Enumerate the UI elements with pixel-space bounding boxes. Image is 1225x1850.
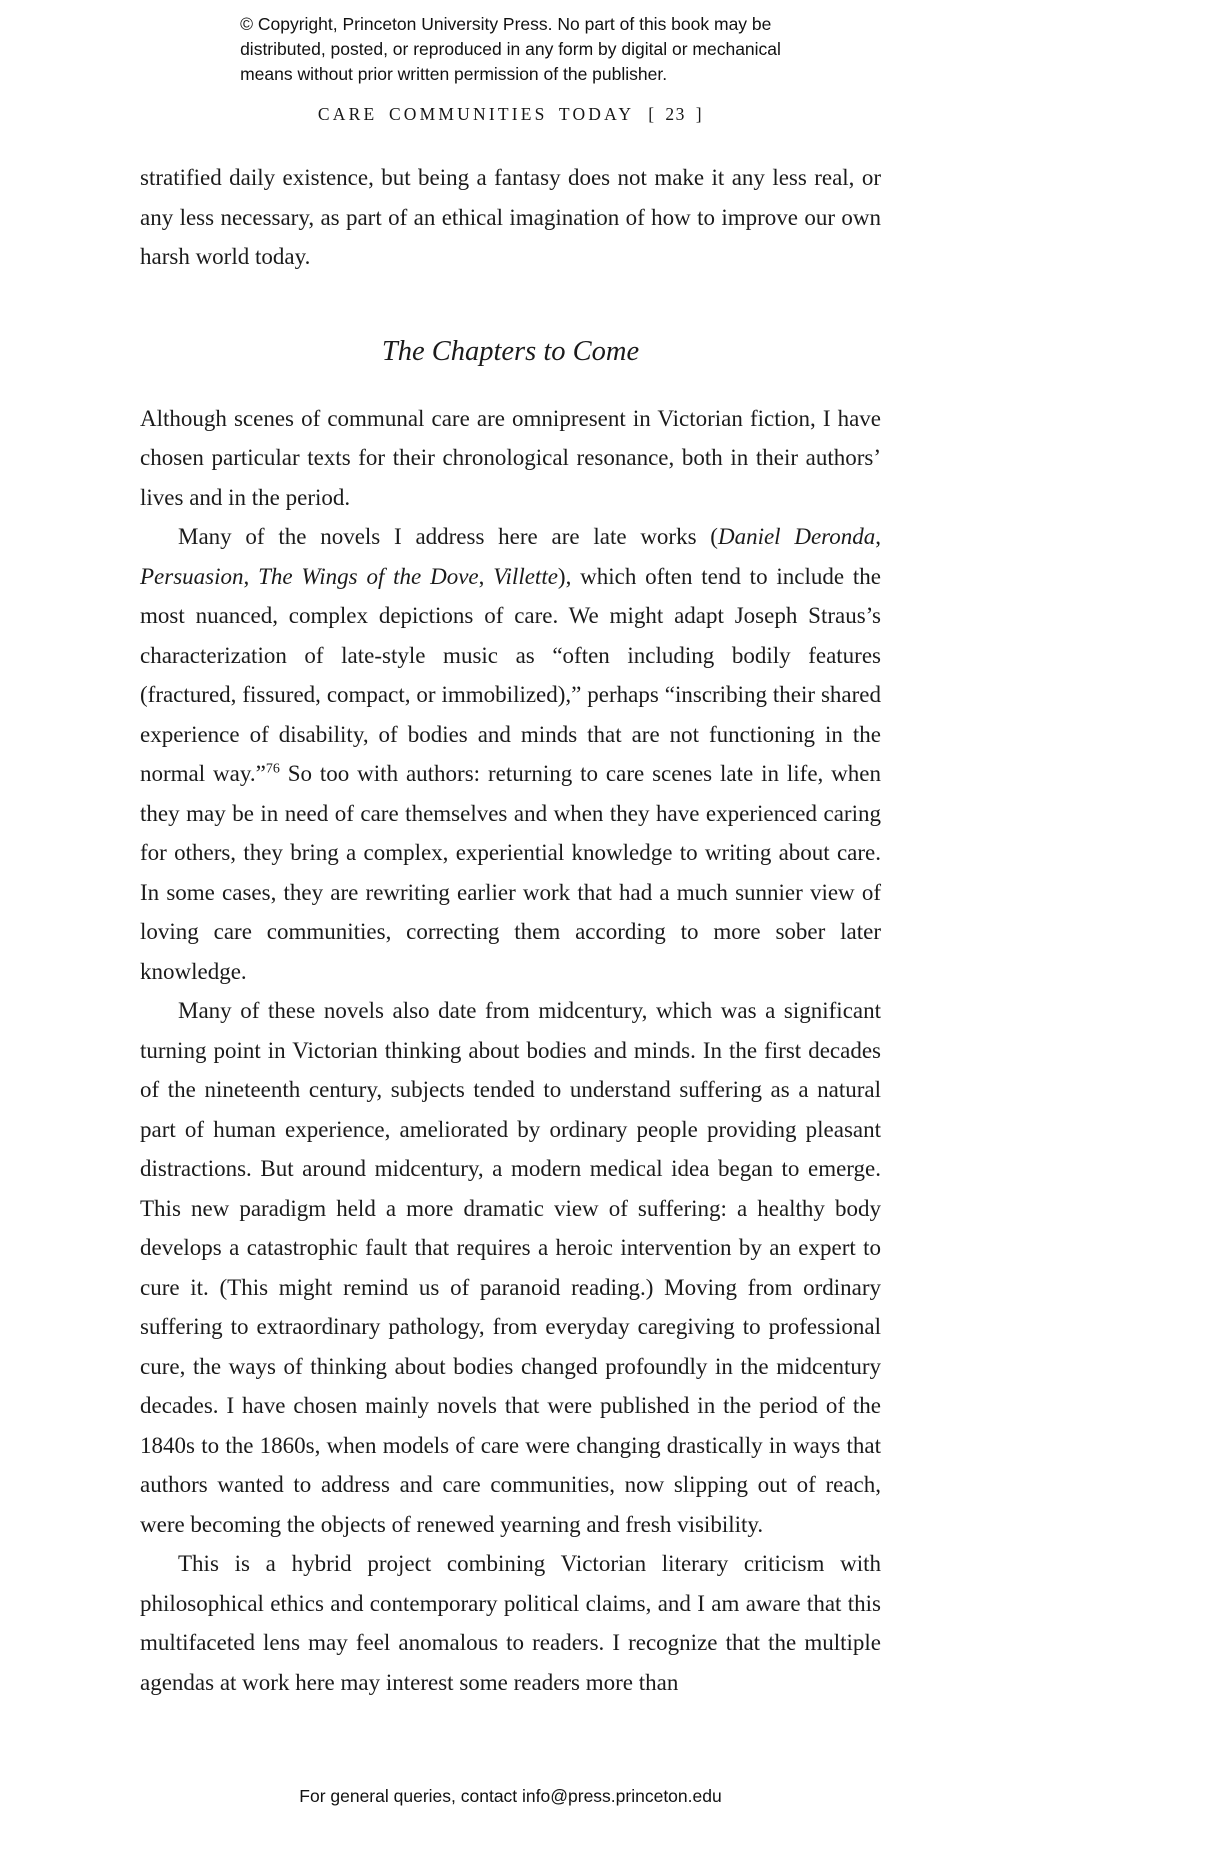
copyright-line-3: means without prior written permission of the publisher.	[240, 64, 668, 84]
footer-contact-line: For general queries, contact info@press.princeton.edu	[299, 1786, 722, 1806]
body-paragraph-3: Many of the novels I address here are late works (Daniel Deronda, Persuasion, The Wings of the Dove, Villette), which often tend to include the most nuanced, complex depictions of care. We might adapt Joseph Straus’s characterization of late-style music as “often including bodily features (fractured, fissured, compact, or immobilized),” perhaps “inscribing their shared experience of disability, of bodies and minds that are not functioning in the normal way.”$^{76}$ So too with authors: returning to care scenes late in life, when they may be in need of care themselves and when they have experienced caring for others, they bring a complex, experiential knowledge to writing about care. In some cases, they are rewriting earlier work that had a much sunnier view of loving care communities, correcting them according to more sober later knowledge.	[140, 524, 882, 984]
copyright-line-1: © Copyright, Princeton University Press. No part of this book may be	[240, 14, 772, 34]
copyright-notice	[240, 12, 781, 87]
body-paragraph-4: Many of these novels also date from midcentury, which was a significant turning point in Victorian thinking about bodies and minds. In the first decades of the nineteenth century, subjects tended to understand suffering as a natural part of human experience, ameliorated by ordinary people providing pleasant distractions. But around midcentury, a modern medical idea began to emerge. This new paradigm held a more dramatic view of suffering: a healthy body develops a catastrophic fault that requires a heroic intervention by an expert to cure it. (This might remind us of paranoid reading.) Moving from ordinary suffering to extraordinary pathology, from everyday caregiving to professional cure, the ways of thinking about bodies changed profoundly in the midcentury decades. I have chosen mainly novels that were published in the period of the 1840s to the 1860s, when models of care were changing drastically in ways that authors wanted to address and care communities, now slipping out of reach, were becoming the objects of renewed yearning and fresh visibility.	[140, 998, 881, 1537]
section-heading: The Chapters to Come	[381, 335, 640, 367]
running-head-title: CARE COMMUNITIES TODAY	[317, 104, 635, 124]
text-column	[140, 0, 881, 1702]
body-paragraph-5: This is a hybrid project combining Victorian literary criticism with philosophical ethics and contemporary political claims, and I am aware that this multifaceted lens may feel anomalous to readers. I recognize that the multiple agendas at work here may interest some readers more than	[140, 1551, 881, 1695]
running-head	[140, 104, 881, 125]
body-paragraph-2: Although scenes of communal care are omnipresent in Victorian fiction, I have chosen particular texts for their chronological resonance, both in their authors’ lives and in the period.	[140, 405, 881, 510]
body-paragraph-1: stratified daily existence, but being a fantasy does not make it any less real, or any less necessary, as part of an ethical imagination of how to improve our own harsh world today.	[140, 165, 881, 269]
copyright-line-2: distributed, posted, or reproduced in any form by digital or mechanical	[240, 39, 781, 59]
page-body	[140, 158, 881, 1702]
running-head-page-number: [ 23 ]	[648, 104, 704, 124]
